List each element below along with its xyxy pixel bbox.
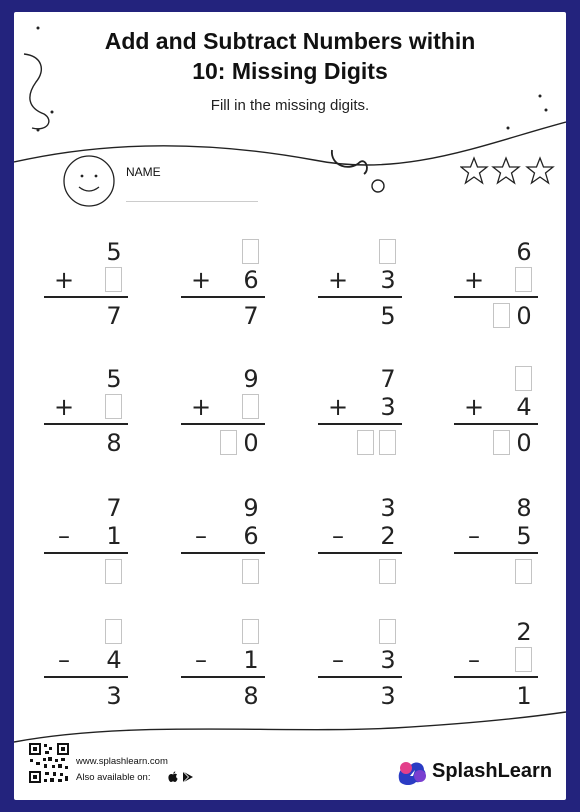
operator-sign: + — [328, 266, 349, 294]
problem-6 — [181, 357, 265, 457]
smiley-face-icon — [62, 154, 116, 208]
missing-digit-box[interactable] — [493, 303, 510, 328]
bottom-row — [318, 646, 402, 674]
bottom-row — [454, 266, 538, 294]
splashlearn-logo-icon — [394, 756, 430, 788]
digit: 7 — [243, 302, 259, 330]
answer-line — [181, 296, 265, 298]
missing-digit-box[interactable] — [242, 559, 259, 584]
digit: 2 — [380, 522, 396, 550]
operator-sign: + — [54, 266, 75, 294]
missing-digit-box[interactable] — [105, 394, 122, 419]
bottom-row — [44, 266, 128, 294]
digit: 3 — [380, 266, 396, 294]
problem-2 — [181, 230, 265, 330]
result-row — [454, 302, 538, 330]
digit: 1 — [243, 646, 259, 674]
problem-1 — [44, 230, 128, 330]
digit: 6 — [243, 522, 259, 550]
footer-url[interactable]: www.splashlearn.com — [76, 756, 168, 767]
top-row — [44, 494, 128, 522]
answer-line — [454, 676, 538, 678]
title-line-1: Add and Subtract Numbers within — [104, 28, 476, 54]
answer-line — [318, 296, 402, 298]
top-row — [454, 494, 538, 522]
name-label: NAME — [126, 165, 161, 179]
bottom-row — [181, 646, 265, 674]
bottom-row — [454, 393, 538, 421]
answer-line — [44, 423, 128, 425]
digit: 0 — [243, 429, 259, 457]
digit: 8 — [516, 494, 532, 522]
problem-8 — [454, 357, 538, 457]
digit: 1 — [516, 682, 532, 710]
bottom-row — [44, 522, 128, 550]
digit: 3 — [380, 494, 396, 522]
digit: 2 — [516, 618, 532, 646]
result-row — [318, 682, 402, 710]
bottom-row — [181, 393, 265, 421]
result-row — [181, 682, 265, 710]
top-row — [181, 618, 265, 646]
problem-14 — [181, 610, 265, 710]
missing-digit-box[interactable] — [357, 430, 374, 455]
digit: 5 — [106, 365, 122, 393]
name-line[interactable] — [126, 201, 258, 202]
operator-sign: + — [191, 393, 212, 421]
result-row — [454, 682, 538, 710]
digit: 3 — [106, 682, 122, 710]
bottom-row — [454, 646, 538, 674]
digit: 9 — [243, 365, 259, 393]
digit: 7 — [106, 302, 122, 330]
answer-line — [454, 552, 538, 554]
problem-5 — [44, 357, 128, 457]
digit: 0 — [516, 429, 532, 457]
missing-digit-box[interactable] — [379, 430, 396, 455]
answer-line — [44, 552, 128, 554]
digit: 9 — [243, 494, 259, 522]
digit: 0 — [516, 302, 532, 330]
missing-digit-box[interactable] — [515, 267, 532, 292]
result-row — [181, 558, 265, 586]
digit: 8 — [106, 429, 122, 457]
missing-digit-box[interactable] — [242, 619, 259, 644]
instruction-text: Fill in the missing digits. — [210, 97, 370, 114]
answer-line — [454, 296, 538, 298]
problem-11 — [318, 486, 402, 586]
answer-line — [318, 423, 402, 425]
bottom-row — [318, 522, 402, 550]
result-row — [318, 558, 402, 586]
top-row — [44, 238, 128, 266]
operator-sign: – — [468, 646, 480, 674]
answer-line — [44, 296, 128, 298]
result-row — [181, 429, 265, 457]
operator-sign: – — [332, 646, 344, 674]
result-row — [44, 558, 128, 586]
digit: 6 — [243, 266, 259, 294]
operator-sign: – — [332, 522, 344, 550]
answer-line — [318, 552, 402, 554]
digit: 3 — [380, 682, 396, 710]
title-line-2: 10: Missing Digits — [192, 58, 388, 84]
digit: 7 — [106, 494, 122, 522]
top-row — [181, 494, 265, 522]
missing-digit-box[interactable] — [242, 394, 259, 419]
bottom-row — [318, 393, 402, 421]
digit: 7 — [380, 365, 396, 393]
digit: 4 — [106, 646, 122, 674]
top-row — [44, 618, 128, 646]
missing-digit-box[interactable] — [242, 239, 259, 264]
operator-sign: – — [58, 646, 70, 674]
top-row — [181, 238, 265, 266]
digit: 8 — [243, 682, 259, 710]
result-row — [454, 558, 538, 586]
problem-10 — [181, 486, 265, 586]
answer-line — [454, 423, 538, 425]
play-store-icon — [183, 772, 193, 783]
digit: 5 — [516, 522, 532, 550]
problem-3 — [318, 230, 402, 330]
top-row — [318, 618, 402, 646]
apple-icon — [168, 771, 177, 782]
problem-16 — [454, 610, 538, 710]
digit: 4 — [516, 393, 532, 421]
answer-line — [181, 423, 265, 425]
brand-name: SplashLearn — [432, 760, 553, 782]
operator-sign: + — [54, 393, 75, 421]
result-row — [318, 429, 402, 457]
bottom-row — [181, 266, 265, 294]
digit: 1 — [106, 522, 122, 550]
result-row — [181, 302, 265, 330]
digit: 6 — [516, 238, 532, 266]
missing-digit-box[interactable] — [379, 239, 396, 264]
missing-digit-box[interactable] — [515, 559, 532, 584]
answer-line — [318, 676, 402, 678]
worksheet-title — [14, 26, 566, 86]
bottom-row — [44, 393, 128, 421]
missing-digit-box[interactable] — [493, 430, 510, 455]
missing-digit-box[interactable] — [515, 647, 532, 672]
answer-line — [181, 676, 265, 678]
top-row — [44, 365, 128, 393]
operator-sign: – — [468, 522, 480, 550]
problem-7 — [318, 357, 402, 457]
operator-sign: + — [464, 266, 485, 294]
operator-sign: – — [58, 522, 70, 550]
missing-digit-box[interactable] — [105, 267, 122, 292]
problem-4 — [454, 230, 538, 330]
top-row — [318, 365, 402, 393]
problem-9 — [44, 486, 128, 586]
rating-stars-icon — [460, 156, 560, 188]
missing-digit-box[interactable] — [379, 619, 396, 644]
missing-digit-box[interactable] — [515, 366, 532, 391]
digit: 3 — [380, 393, 396, 421]
missing-digit-box[interactable] — [220, 430, 237, 455]
bottom-row — [44, 646, 128, 674]
qr-code-icon — [28, 742, 70, 784]
problem-15 — [318, 610, 402, 710]
missing-digit-box[interactable] — [105, 619, 122, 644]
top-row — [454, 238, 538, 266]
operator-sign: + — [328, 393, 349, 421]
top-row — [181, 365, 265, 393]
result-row — [454, 429, 538, 457]
result-row — [44, 429, 128, 457]
top-row — [318, 238, 402, 266]
missing-digit-box[interactable] — [105, 559, 122, 584]
digit: 5 — [380, 302, 396, 330]
top-row — [454, 365, 538, 393]
problem-12 — [454, 486, 538, 586]
result-row — [318, 302, 402, 330]
operator-sign: + — [464, 393, 485, 421]
digit: 3 — [380, 646, 396, 674]
problem-13 — [44, 610, 128, 710]
result-row — [44, 682, 128, 710]
top-row — [318, 494, 402, 522]
footer-available-text: Also available on: — [76, 772, 151, 783]
bottom-row — [181, 522, 265, 550]
app-store-icons — [166, 770, 196, 784]
operator-sign: + — [191, 266, 212, 294]
top-row — [454, 618, 538, 646]
operator-sign: – — [195, 646, 207, 674]
result-row — [44, 302, 128, 330]
bottom-row — [454, 522, 538, 550]
bottom-row — [318, 266, 402, 294]
worksheet-page — [14, 12, 566, 800]
answer-line — [181, 552, 265, 554]
missing-digit-box[interactable] — [379, 559, 396, 584]
answer-line — [44, 676, 128, 678]
operator-sign: – — [195, 522, 207, 550]
digit: 5 — [106, 238, 122, 266]
